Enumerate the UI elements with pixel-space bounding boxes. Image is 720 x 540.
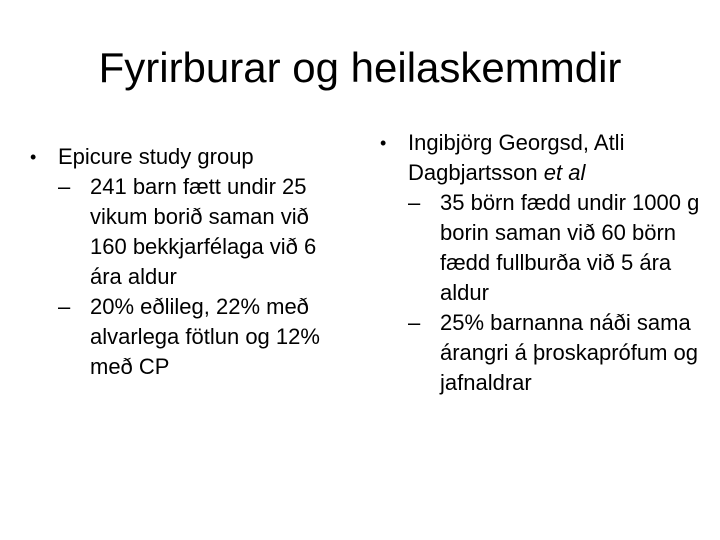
bullet-icon: • bbox=[380, 133, 387, 153]
sub-item bbox=[30, 172, 350, 292]
sub-item bbox=[380, 188, 700, 308]
dash-icon: – bbox=[58, 174, 71, 199]
bullet-text: Epicure study group bbox=[58, 144, 254, 169]
bullet-text: Ingibjörg Georgsd, Atli Dagbjartsson bbox=[408, 130, 625, 185]
sub-item-text: 25% barnanna náði sama árangri á þroskaprófum og jafnaldrar bbox=[440, 310, 699, 395]
sub-item-text: 35 börn fædd undir 1000 g borin saman við 60 börn fædd fullburða við 5 ára aldur bbox=[440, 190, 700, 305]
bullet-item bbox=[380, 128, 700, 188]
sub-item bbox=[30, 292, 350, 382]
dash-icon: – bbox=[58, 294, 71, 319]
sub-item bbox=[380, 308, 700, 398]
bullet-text-italic: et al bbox=[543, 160, 586, 185]
sub-item-text: 241 barn fætt undir 25 vikum borið saman við 160 bekkjarfélaga við 6 ára aldur bbox=[90, 174, 317, 289]
dash-icon: – bbox=[408, 190, 421, 215]
right-column bbox=[380, 128, 700, 398]
slide-title: Fyrirburar og heilaskemmdir bbox=[98, 44, 622, 91]
dash-icon: – bbox=[408, 310, 421, 335]
left-column bbox=[30, 142, 350, 382]
bullet-item bbox=[30, 142, 350, 172]
sub-item-text: 20% eðlileg, 22% með alvarlega fötlun og 12% með CP bbox=[90, 294, 320, 379]
bullet-icon: • bbox=[30, 147, 37, 167]
